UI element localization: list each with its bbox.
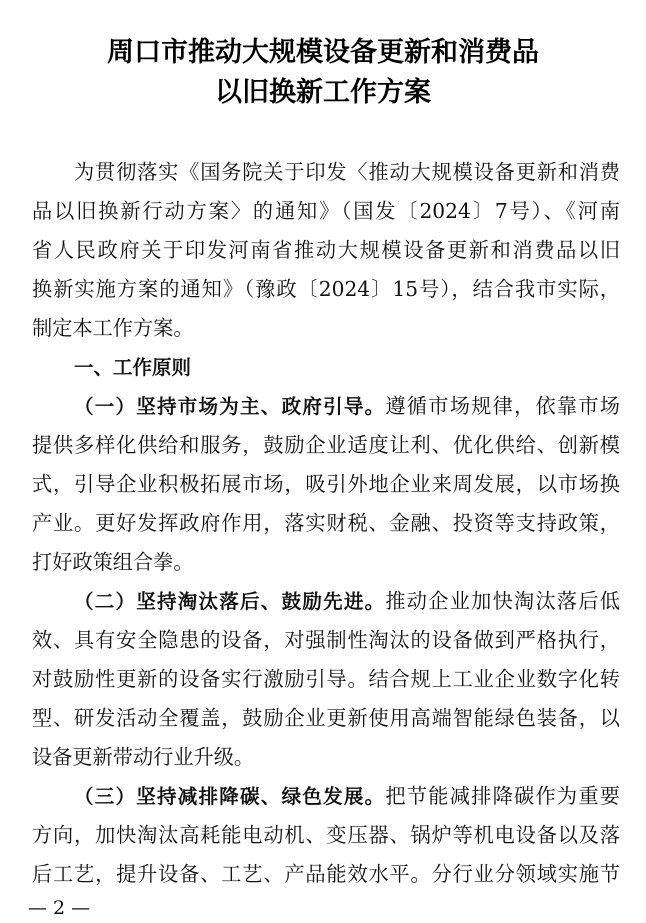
page-number: — 2 —: [28, 897, 91, 919]
paragraph-3-line: 方向，加快淘汰高耗能电动机、变压器、锅炉等机电设备以及落: [32, 823, 620, 847]
intro-line: 省人民政府关于印发河南省推动大规模设备更新和消费品以旧: [32, 238, 620, 262]
paragraph-3-line: 后工艺，提升设备、工艺、产品能效水平。分行业分领域实施节: [32, 862, 620, 886]
intro-line: 换新实施方案的通知》（豫政〔2024〕15号），结合我市实际，: [32, 277, 620, 301]
paragraph-3-heading: （三）坚持减排降碳、绿色发展。: [74, 785, 386, 808]
paragraph-3-first-line: [32, 777, 620, 816]
paragraph-2-line: 设备更新带动行业升级。: [32, 745, 255, 769]
paragraph-3-first-line-text: 把节能减排降碳作为重要: [385, 784, 620, 808]
document-body: [32, 153, 620, 894]
paragraph-1-line: 产业。更好发挥政府作用，落实财税、金融、投资等支持政策，: [32, 511, 620, 535]
paragraph-2-heading: （二）坚持淘汰落后、鼓励先进。: [74, 590, 386, 613]
paragraph-2-first-line-text: 推动企业加快淘汰落后低: [385, 589, 620, 613]
intro-line: 制定本工作方案。: [32, 316, 194, 340]
paragraph-2-line: 效、具有安全隐患的设备，对强制性淘汰的设备做到严格执行，: [32, 628, 620, 652]
paragraph-2-first-line: [32, 582, 620, 621]
paragraph-1-line: 提供多样化供给和服务，鼓励企业适度让利、优化供给、创新模: [32, 433, 620, 457]
paragraph-1-first-line-text: 遵循市场规律，依靠市场: [385, 394, 620, 418]
paragraph-1-line: 式，引导企业积极拓展市场，吸引外地企业来周发展，以市场换: [32, 472, 620, 496]
intro-line: 为贯彻落实《国务院关于印发〈推动大规模设备更新和消费: [74, 160, 620, 184]
section-heading: 一、工作原则: [74, 356, 192, 379]
document-title-line-1: 周口市推动大规模设备更新和消费品: [107, 37, 539, 68]
paragraph-2-line: 对鼓励性更新的设备实行激励引导。结合规上工业企业数字化转: [32, 667, 620, 691]
document-title-line-2: 以旧换新工作方案: [215, 77, 431, 108]
paragraph-1-line: 打好政策组合拳。: [32, 550, 194, 574]
paragraph-1-first-line: [32, 387, 620, 426]
paragraph-2-line: 型、研发活动全覆盖，鼓励企业更新使用高端智能绿色装备，以: [32, 706, 620, 730]
intro-line: 品以旧换新行动方案〉的通知》（国发〔2024〕7号）、《河南: [32, 199, 620, 223]
paragraph-1-heading: （一）坚持市场为主、政府引导。: [74, 395, 386, 418]
